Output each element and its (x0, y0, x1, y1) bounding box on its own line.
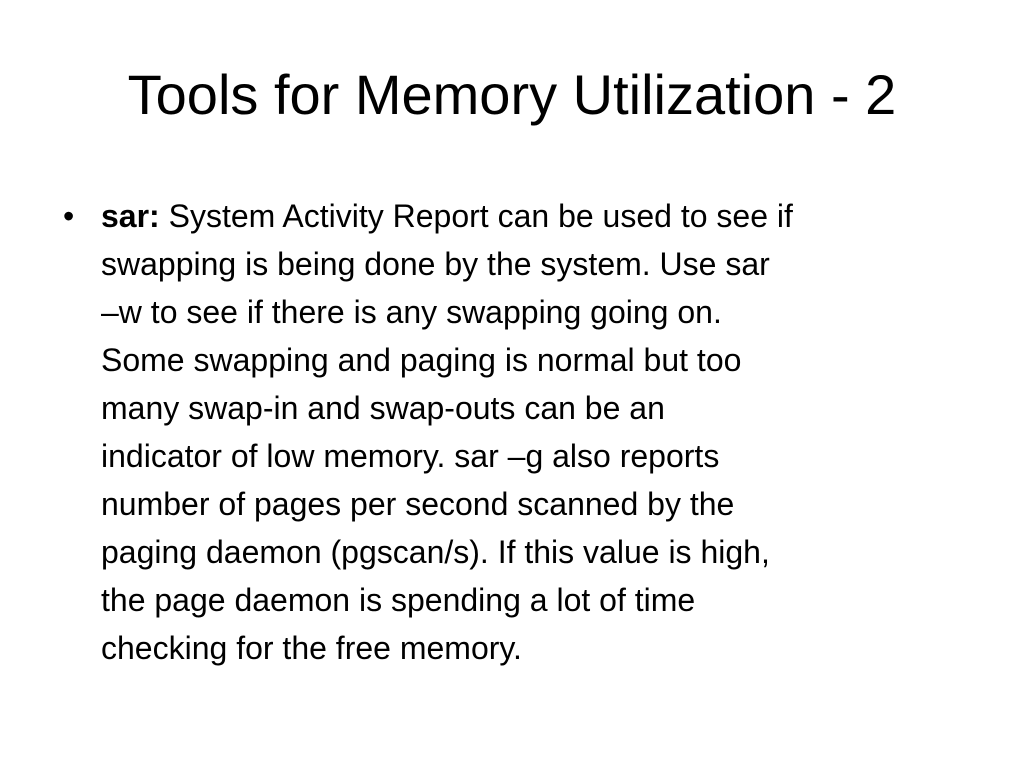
bullet-text-line: swapping is being done by the system. Use sar (101, 246, 770, 282)
bullet-text-line: indicator of low memory. sar –g also reports (101, 438, 720, 474)
slide-title: Tools for Memory Utilization - 2 (127, 63, 897, 126)
bullet-text-line: checking for the free memory. (101, 630, 522, 666)
bullet-text-line: System Activity Report can be used to see if (159, 198, 793, 234)
bullet-text-line: –w to see if there is any swapping going on. (101, 294, 722, 330)
bullet-text-line: Some swapping and paging is normal but too (101, 342, 742, 378)
bullet-item (60, 192, 980, 672)
bullet-list (60, 192, 980, 672)
bullet-text-line: paging daemon (pgscan/s). If this value is high, (101, 534, 770, 570)
bullet-text-line: number of pages per second scanned by the (101, 486, 735, 522)
bullet-line-1 (101, 192, 980, 240)
bullet-text-line: the page daemon is spending a lot of time (101, 582, 696, 618)
bullet-marker: • (63, 198, 75, 234)
bullet-text-line: many swap-in and swap-outs can be an (101, 390, 665, 426)
bullet-term: sar: (101, 198, 160, 234)
